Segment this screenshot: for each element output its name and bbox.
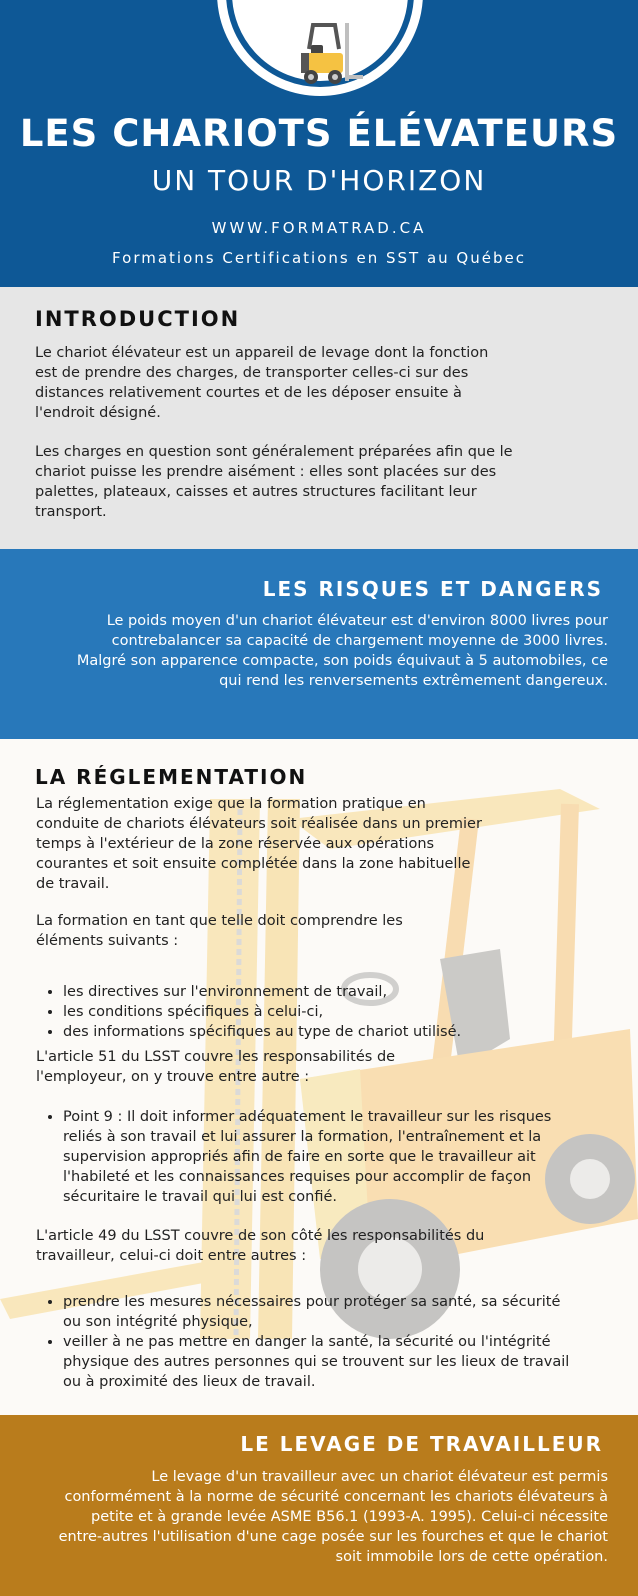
website-link[interactable]: WWW.FORMATRAD.CA	[211, 219, 427, 237]
reglementation-paragraph-4: L'article 49 du LSST couvre de son côté les responsabilités du travailleur, celui-ci doit entre autres :	[36, 1228, 485, 1264]
list-item: • les conditions spécifiques à celui-ci,	[63, 1002, 461, 1022]
forklift-icon	[295, 19, 365, 87]
risques-paragraph: Le poids moyen d'un chariot élévateur est d'environ 8000 livres pour contrebalancer sa capacité de chargement moyenne de 3000 livres. Malgré son apparence compacte, son poids équivaut à 5 automobiles, ce qui rend les renversements extrêmement dangereux.	[76, 613, 608, 689]
risques-heading: LES RISQUES ET DANGERS	[262, 577, 603, 601]
introduction-paragraph-2: Les charges en question sont généralement préparées afin que le chariot puisse les prendre aisément : elles sont placées sur des palettes, plateaux, caisses et autres structures facilitant leur transport.	[35, 444, 513, 520]
list-item: • les directives sur l'environnement de travail,	[63, 982, 461, 1002]
reglementation-paragraph-2: La formation en tant que telle doit comprendre les éléments suivants :	[36, 913, 403, 949]
introduction-paragraph-1: Le chariot élévateur est un appareil de levage dont la fonction est de prendre des charges, de transporter celles-ci sur des distances relativement courtes et de les déposer ensuite à l'endroit désigné.	[35, 345, 489, 421]
tagline: Formations Certifications en SST au Québec	[112, 249, 526, 267]
main-subtitle: UN TOUR D'HORIZON	[151, 164, 487, 197]
travailleur-obligations-list	[36, 1292, 583, 1392]
header-banner	[0, 0, 638, 287]
introduction-heading: INTRODUCTION	[35, 307, 241, 331]
reglementation-heading: LA RÉGLEMENTATION	[35, 765, 308, 789]
levage-heading: LE LEVAGE DE TRAVAILLEUR	[240, 1432, 603, 1456]
list-item: • veiller à ne pas mettre en danger la santé, la sécurité ou l'intégrité physique des autres personnes qui se trouvent sur les lieux de travail ou à proximité des lieux de travail.	[63, 1332, 583, 1392]
risques-section	[0, 549, 638, 739]
levage-section	[0, 1415, 638, 1596]
levage-paragraph: Le levage d'un travailleur avec un chariot élévateur est permis conformément à la norme de sécurité concernant les chariots élévateurs à petite et à grande levée ASME B56.1 (1993-A. 1995). Celui-ci nécessite entre-autres l'utilisation d'une cage posée sur les fourches et que le chariot soit immobile lors de cette opération.	[58, 1469, 608, 1565]
logo-badge	[217, 0, 423, 96]
reglementation-paragraph-3: L'article 51 du LSST couvre les responsabilités de l'employeur, on y trouve entre autre :	[36, 1049, 396, 1085]
list-item: • Point 9 : Il doit informer adéquatement le travailleur sur les risques reliés à son travail et lui assurer la formation, l'entraînement et la supervision appropriés afin de faire en sorte que le travailleur ait l'habileté et les connaissances requises pour accomplir de façon sécuritaire le travail qui lui est confié.	[63, 1107, 558, 1207]
formation-elements-list	[36, 982, 461, 1042]
list-item: • prendre les mesures nécessaires pour protéger sa santé, sa sécurité ou son intégrité physique,	[63, 1292, 583, 1332]
reglementation-paragraph-1: La réglementation exige que la formation pratique en conduite de chariots élévateurs soit réalisée dans un premier temps à l'extérieur de la zone réservée aux opérations courantes et soit ensuite complétée dans la zone habituelle de travail.	[36, 796, 482, 892]
main-title: LES CHARIOTS ÉLÉVATEURS	[19, 112, 619, 155]
reglementation-section	[0, 739, 638, 1415]
employeur-obligations-list	[36, 1107, 558, 1207]
list-item: • des informations spécifiques au type de chariot utilisé.	[63, 1022, 461, 1042]
introduction-section	[0, 287, 638, 549]
